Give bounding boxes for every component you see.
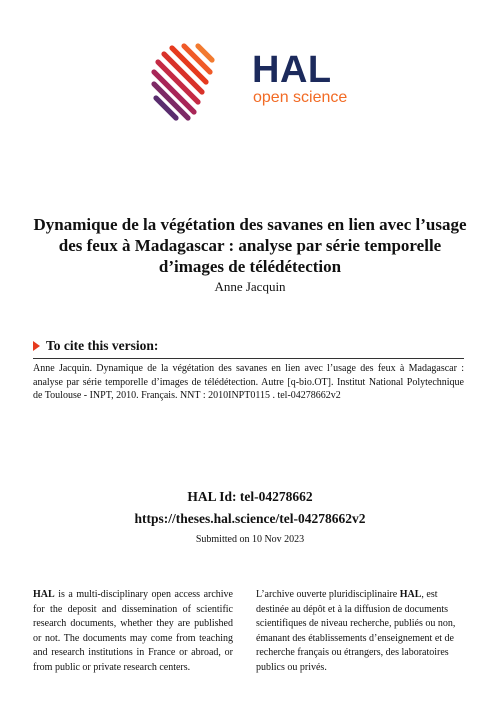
french-notice-lead: HAL	[399, 589, 422, 600]
french-notice	[256, 588, 456, 676]
english-notice-lead: HAL	[33, 589, 55, 600]
english-notice	[33, 588, 233, 676]
cite-heading-label: To cite this version:	[46, 338, 159, 353]
document-author: Anne Jacquin	[214, 279, 286, 294]
document-title: Dynamique de la végétation des savanes en lien avec l’usage des feux à Madagascar : analyse par série temporelle d’images de télédétection	[33, 215, 467, 276]
english-notice-text: is a multi-disciplinary open access archive for the deposit and dissemination of scientific research documents, whether they are published or not. The documents may come from teaching and research institutions in France or abroad, or from public or private research centers.	[33, 589, 233, 673]
hal-logo-text: HAL	[252, 49, 332, 91]
hal-logo-icon	[150, 42, 230, 122]
cite-divider	[33, 358, 464, 359]
cite-heading	[33, 338, 158, 354]
citation-text: Anne Jacquin. Dynamique de la végétation des savanes en lien avec l’usage des feux à Madagascar : analyse par série temporelle d’images de télédétection. Autre [q-bio.OT]. Institut National Polytechnique de Toulouse - INPT, 2010. Français. NNT : 2010INPT0115 . tel-04278662v2	[33, 363, 464, 401]
submission-date: Submitted on 10 Nov 2023	[195, 534, 305, 545]
hal-url-link[interactable]: https://theses.hal.science/tel-04278662v2	[134, 511, 366, 526]
french-notice-text: , est destinée au dépôt et à la diffusion de documents scientifiques de niveau recherche, publiés ou non, émanant des établissements d’enseignement et de recherche français ou étrangers, des laboratoires publics ou privés.	[256, 589, 456, 673]
hal-logo-subtitle: open science	[253, 89, 348, 106]
french-notice-pre: L’archive ouverte pluridisciplinaire	[256, 589, 400, 600]
hal-id: HAL Id: tel-04278662	[187, 489, 313, 504]
arrow-right-icon	[33, 341, 40, 351]
